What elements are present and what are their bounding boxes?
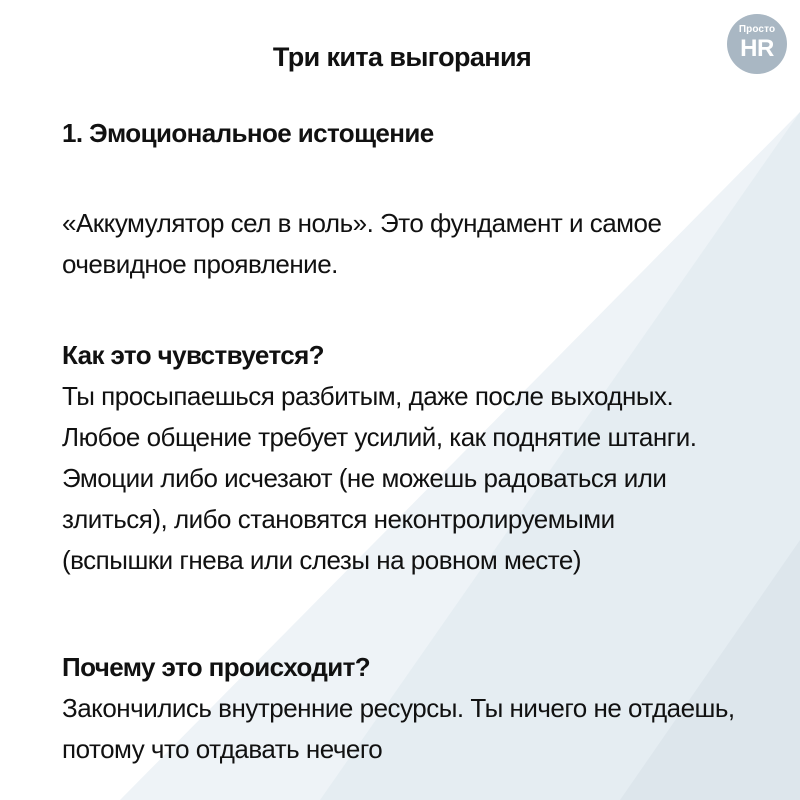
feel-line: злиться), либо становятся неконтролируемыми — [62, 504, 615, 534]
why-line: потому что отдавать нечего — [62, 734, 383, 764]
feel-heading: Как это чувствуется? — [62, 340, 324, 370]
feel-section — [62, 335, 742, 581]
intro-line: «Аккумулятор сел в ноль». Это фундамент и самое — [62, 208, 662, 238]
why-section — [62, 647, 742, 770]
feel-line: Ты просыпаешься разбитым, даже после выходных. — [62, 381, 674, 411]
feel-line: Любое общение требует усилий, как поднятие штанги. — [62, 422, 697, 452]
why-line: Закончились внутренние ресурсы. Ты ничего не отдаешь, — [62, 693, 735, 723]
section-title: 1. Эмоциональное истощение — [62, 118, 434, 148]
logo-badge — [727, 14, 787, 74]
feel-line: (вспышки гнева или слезы на ровном месте) — [62, 545, 582, 575]
why-heading: Почему это происходит? — [62, 652, 371, 682]
feel-line: Эмоции либо исчезают (не можешь радоваться или — [62, 463, 667, 493]
logo-top-text: Просто — [738, 24, 776, 35]
intro-line: очевидное проявление. — [62, 249, 338, 279]
page-title: Три кита выгорания — [272, 42, 532, 72]
logo-bottom-text: HR — [740, 35, 774, 62]
intro-paragraph — [62, 203, 742, 285]
